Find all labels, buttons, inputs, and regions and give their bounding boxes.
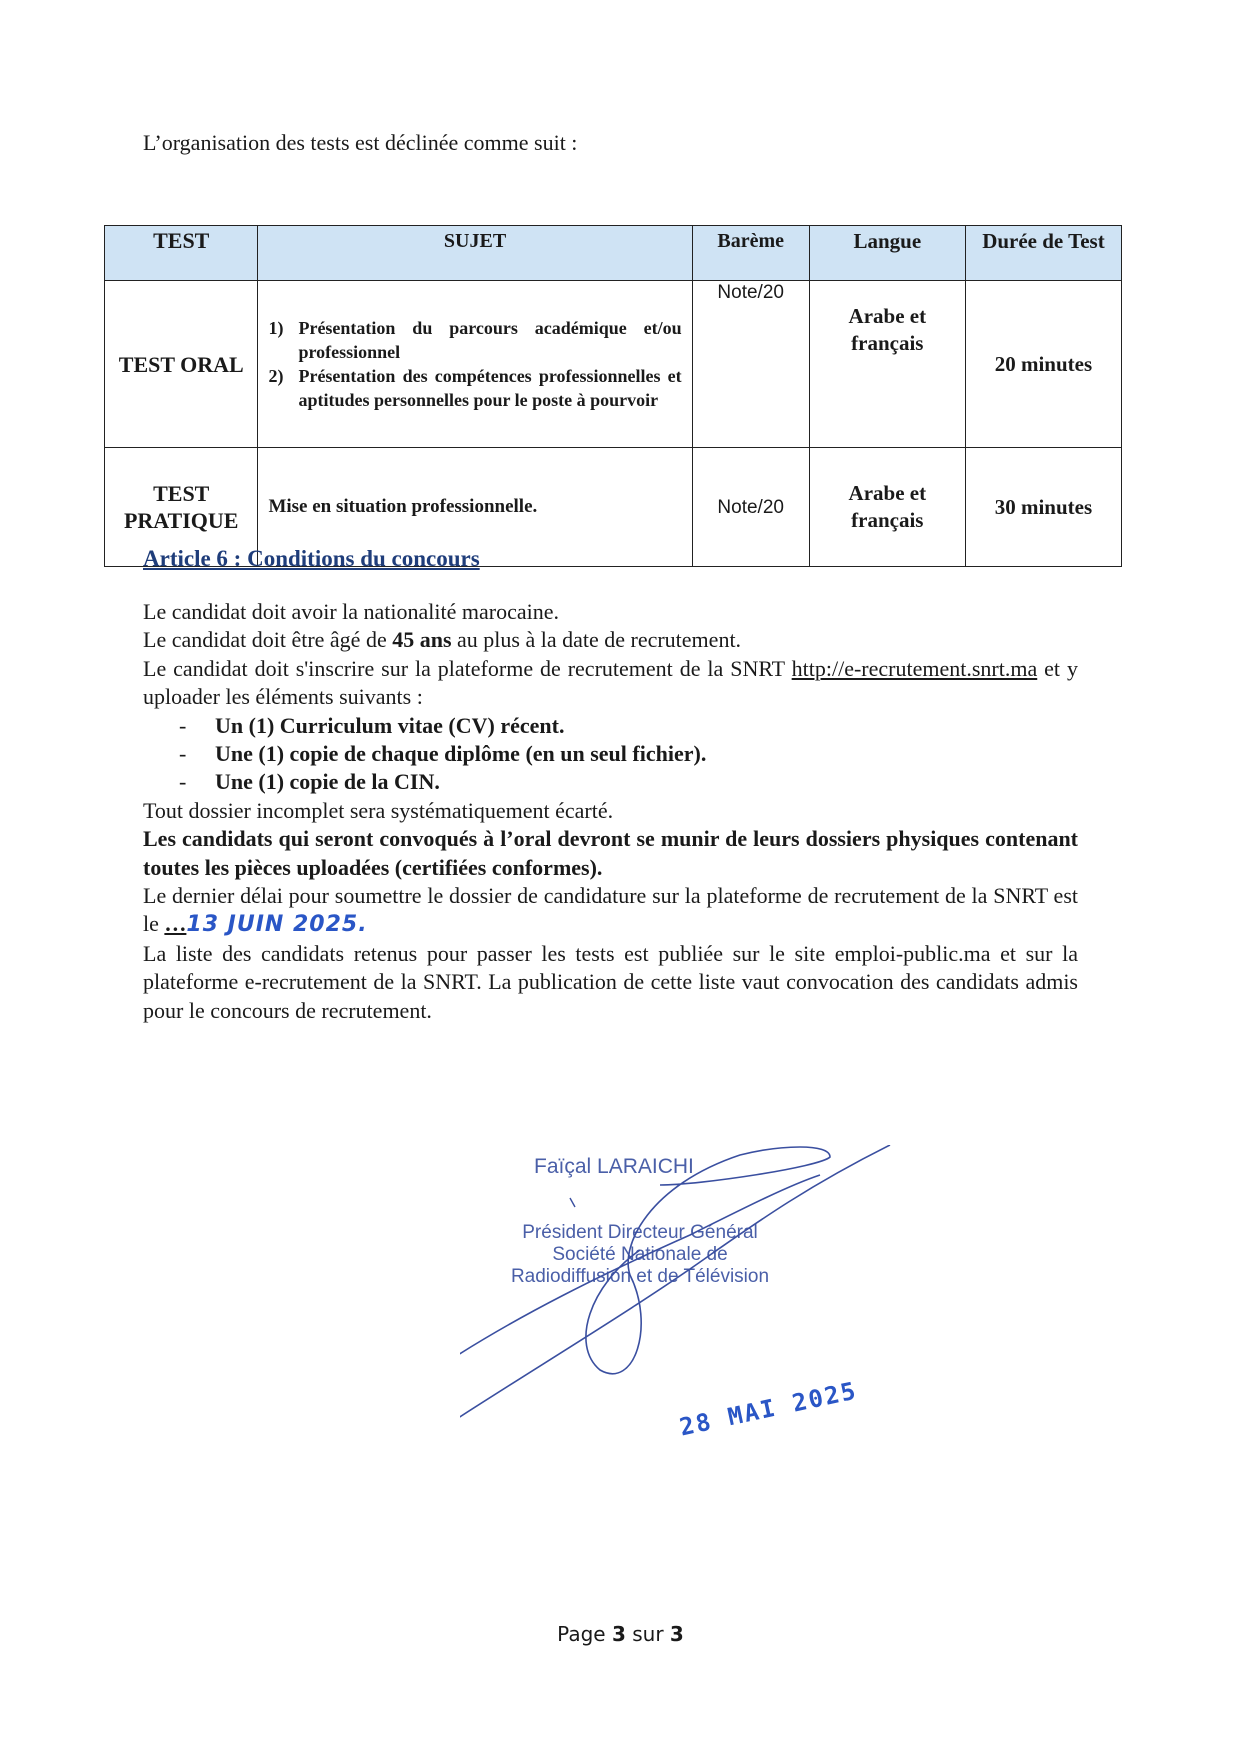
bareme-value: Note/20: [717, 282, 784, 303]
header-langue: Langue: [809, 226, 965, 281]
test-duree: 30 minutes: [965, 448, 1121, 567]
condition-nationality: Le candidat doit avoir la nationalité marocaine.: [143, 599, 559, 624]
condition-age: [143, 626, 1078, 654]
test-langue: Arabe et français: [809, 281, 965, 448]
current-page: 3: [611, 1622, 626, 1646]
signature-block: [460, 1145, 920, 1475]
signatory-name: Faïçal LARAICHI: [534, 1155, 694, 1178]
date-stamp: 28 MAI 2025: [677, 1376, 860, 1442]
list-item: - Une (1) copie de la CIN.: [179, 768, 1078, 796]
incomplete-notice: Tout dossier incomplet sera systématiquement écarté.: [143, 797, 614, 823]
candidate-list-notice: La liste des candidats retenus pour passer les tests est publiée sur le site emploi-public.ma et sur la plateforme e-recrutement de la SNRT. La publication de cette liste vaut convocation des candidats admis pour le concours de recrutement.: [143, 940, 1078, 1023]
subject-list: [268, 316, 681, 412]
title-line: Société Nationale de: [552, 1244, 728, 1265]
total-pages: 3: [669, 1622, 684, 1646]
article-body: [143, 598, 1078, 1025]
documents-list: [143, 712, 1078, 797]
test-name: TEST ORAL: [105, 281, 258, 448]
footer-prefix: Page: [557, 1622, 612, 1646]
age-text-start: Le candidat doit être âgé de: [143, 627, 393, 653]
test-name: TEST PRATIQUE: [105, 448, 258, 567]
registration-text-end: et y uploader les éléments suivants :: [143, 655, 1078, 710]
test-subject: [258, 281, 692, 448]
item-number: 2): [268, 366, 284, 386]
header-duree: Durée de Test: [965, 226, 1121, 281]
recruitment-link[interactable]: http://e-recrutement.snrt.ma: [791, 655, 1038, 681]
title-line: Radiodiffusion et de Télévision: [510, 1266, 770, 1287]
footer-middle: sur: [625, 1622, 670, 1646]
condition-registration: [143, 655, 1078, 712]
bareme-value: Note/20: [717, 496, 784, 518]
header-bareme: Barème: [692, 226, 809, 281]
article-title: Article 6 : Conditions du concours: [143, 546, 480, 571]
test-langue: Arabe et français: [809, 448, 965, 567]
item-text: Présentation des compétences professionnelles et aptitudes personnelles pour le poste à pourvoir: [298, 366, 682, 410]
registration-text: Le candidat doit s'inscrire sur la plateforme de recrutement de la SNRT: [143, 655, 792, 681]
title-line: Président Directeur Général: [522, 1222, 758, 1243]
tests-table: [104, 225, 1122, 567]
header-sujet: SUJET: [258, 226, 692, 281]
test-bareme: [692, 281, 809, 448]
list-item: - Une (1) copie de chaque diplôme (en un seul fichier).: [179, 740, 1078, 768]
deadline-text: Le dernier délai pour soumettre le dossier de candidature sur la plateforme de recrutement de la SNRT est le: [143, 883, 1078, 937]
list-item: [268, 364, 681, 412]
table-header-row: [105, 226, 1122, 281]
page-footer: [0, 1622, 1241, 1646]
intro-text: L’organisation des tests est déclinée comme suit :: [143, 130, 578, 155]
item-number: 1): [268, 318, 284, 338]
test-bareme: [692, 448, 809, 567]
table-row: [105, 281, 1122, 448]
age-limit: 45 ans: [392, 627, 452, 653]
test-subject: Mise en situation professionnelle.: [258, 448, 692, 567]
deadline-paragraph: [143, 882, 1078, 940]
header-test: TEST: [105, 226, 258, 281]
test-duree: 20 minutes: [965, 281, 1121, 448]
item-text: Présentation du parcours académique et/ou professionnel: [298, 318, 682, 362]
list-item: [268, 316, 681, 364]
deadline-dots: …: [164, 911, 187, 937]
list-item: - Un (1) Curriculum vitae (CV) récent.: [179, 712, 1078, 740]
deadline-date: 13 JUIN 2025.: [186, 912, 368, 938]
age-text-end: au plus à la date de recrutement.: [451, 627, 742, 653]
convocation-notice: Les candidats qui seront convoqués à l’oral devront se munir de leurs dossiers physiques contenant toutes les pièces uploadées (certifiées conformes).: [143, 826, 1078, 880]
